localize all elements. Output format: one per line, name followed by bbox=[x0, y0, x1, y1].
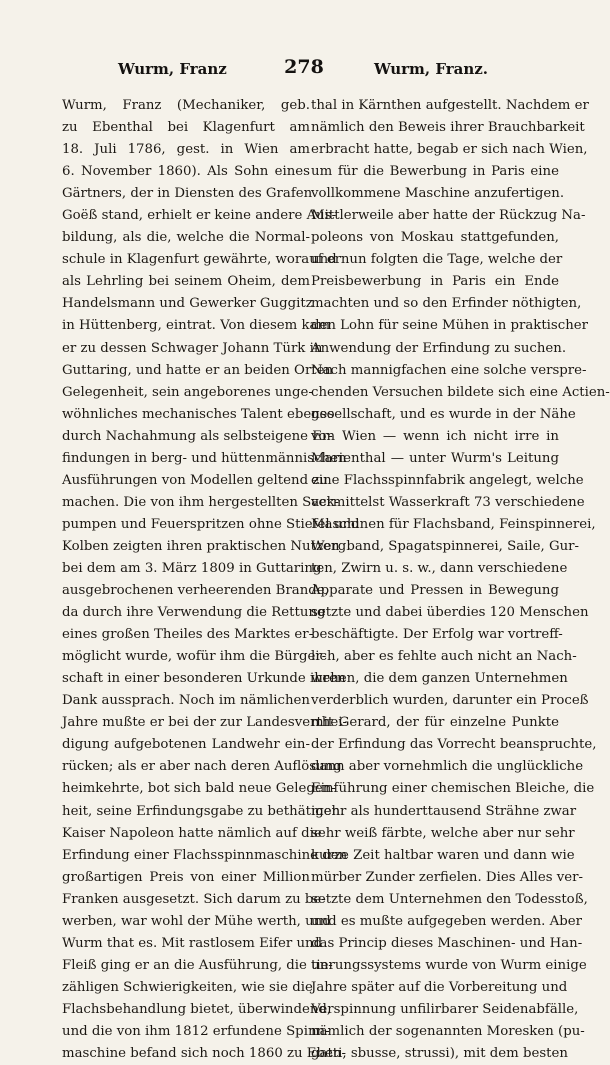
text-line: verderblich wurden, darunter ein Proceß bbox=[311, 693, 589, 709]
text-line: rücken; als er aber nach deren Auflösung bbox=[62, 759, 342, 775]
text-line: poleons von Moskau stattgefunden, bbox=[311, 230, 559, 246]
text-line: kurze Zeit haltbar waren und dann wie bbox=[311, 847, 575, 863]
text-line: von Wien — wenn ich nicht irre in bbox=[311, 428, 559, 444]
text-line: schule in Klagenfurt gewährte, worauf er bbox=[62, 252, 342, 268]
text-line: mit Gerard, der für einzelne Punkte bbox=[311, 715, 559, 731]
text-line: Preisbewerbung in Paris ein Ende bbox=[311, 274, 559, 290]
text-line: schaft in einer besonderen Urkunde ihren bbox=[62, 671, 346, 687]
text-line: ausgebrochenen verheerenden Brande, bbox=[62, 583, 329, 599]
text-line: in Hüttenberg, eintrat. Von diesem kam bbox=[62, 318, 331, 334]
text-line: Dank aussprach. Noch im nämlichen bbox=[62, 693, 310, 709]
text-line: digung aufgebotenen Landwehr ein- bbox=[62, 737, 310, 753]
text-line: chenden Versuchen bildete sich eine Actien- bbox=[311, 384, 610, 400]
column-gutter bbox=[306, 95, 307, 935]
text-line: zähligen Schwierigkeiten, wie sie die bbox=[62, 979, 313, 995]
text-line: Wergband, Spagatspinnerei, Saile, Gur- bbox=[311, 538, 580, 554]
text-line: nämlich den Beweis ihrer Brauchbarkeit bbox=[311, 120, 585, 136]
text-line: gesellschaft, und es wurde in der Nähe bbox=[311, 406, 576, 422]
text-line: Fleiß ging er an die Ausführung, die un- bbox=[62, 957, 333, 973]
text-line: beschäftigte. Der Erfolg war vortreff- bbox=[311, 627, 563, 643]
text-line: lich, aber es fehlte auch nicht an Nach- bbox=[311, 649, 577, 665]
text-line: heit, seine Erfindungsgabe zu bethätigen. bbox=[62, 803, 345, 819]
text-line: Jahre mußte er bei der zur Landesverthei- bbox=[62, 715, 347, 731]
text-line: Verspinnung unfilirbarer Seidenabfälle, bbox=[311, 1001, 579, 1017]
text-line: Flachsbehandlung bietet, überwindend, bbox=[62, 1001, 332, 1017]
text-line: das Princip dieses Maschinen- und Han- bbox=[311, 935, 583, 951]
text-line: pumpen und Feuerspritzen ohne Stiefel und bbox=[62, 516, 360, 532]
text-line: eines großen Theiles des Marktes er- bbox=[62, 627, 314, 643]
text-line: 18. Juli 1786, gest. in Wien am bbox=[62, 142, 310, 158]
text-line: bildung, als die, welche die Normal- bbox=[62, 230, 310, 246]
text-line: großartigen Preis von einer Million bbox=[62, 869, 310, 885]
text-line: erbracht hatte, begab er sich nach Wien, bbox=[311, 142, 588, 158]
text-line: gatti, sbusse, strussi), mit dem besten bbox=[311, 1046, 568, 1062]
text-line: als Lehrling bei seinem Oheim, dem bbox=[62, 274, 310, 290]
page-number: 278 bbox=[284, 56, 324, 78]
text-line: dann aber vornehmlich die unglückliche bbox=[311, 759, 584, 775]
text-line: und nun folgten die Tage, welche der bbox=[311, 252, 563, 268]
text-line: sehr weiß färbte, welche aber nur sehr bbox=[311, 825, 575, 841]
text-line: Franken ausgesetzt. Sich darum zu be- bbox=[62, 891, 326, 907]
text-line: Guttaring, und hatte er an beiden Orten bbox=[62, 362, 334, 378]
text-line: Goëß stand, erhielt er keine andere Aus- bbox=[62, 208, 337, 224]
text-line: 6. November 1860). Als Sohn eines bbox=[62, 164, 310, 180]
text-line: den Lohn für seine Mühen in praktischer bbox=[311, 318, 588, 334]
text-line: Gelegenheit, sein angeborenes unge- bbox=[62, 384, 313, 400]
text-line: setzte und dabei überdies 120 Menschen bbox=[311, 605, 589, 621]
text-line: und die von ihm 1812 erfundene Spinn- bbox=[62, 1023, 330, 1039]
text-line: Einführung einer chemischen Bleiche, die bbox=[311, 781, 595, 797]
text-line: Mittlerweile aber hatte der Rückzug Na- bbox=[311, 208, 586, 224]
text-line: Wurm, Franz (Mechaniker, geb. bbox=[62, 98, 310, 113]
text-line: machen. Die von ihm hergestellten Sack- bbox=[62, 494, 339, 510]
text-line: wöhnliches mechanisches Talent ebenso bbox=[62, 406, 335, 422]
text-line: da durch ihre Verwendung die Rettung bbox=[62, 605, 326, 621]
text-line: der Erfindung das Vorrecht beanspruchte, bbox=[311, 737, 597, 753]
text-line: maschine befand sich noch 1860 zu Eben- bbox=[62, 1046, 346, 1062]
text-line: Anwendung der Erfindung zu suchen. bbox=[311, 340, 567, 356]
text-line: Gärtners, der in Diensten des Grafen bbox=[62, 186, 313, 202]
text-line: Handelsmann und Gewerker Guggitz bbox=[62, 296, 313, 312]
text-line: thal in Kärnthen aufgestellt. Nachdem er bbox=[311, 98, 589, 113]
text-line: tierungssystems wurde von Wurm einige bbox=[311, 957, 587, 973]
running-head-right: Wurm, Franz. bbox=[373, 60, 488, 78]
text-line: vollkommene Maschine anzufertigen. bbox=[311, 186, 565, 202]
text-line: Nach mannigfachen eine solche verspre- bbox=[311, 362, 587, 378]
text-line: Ausführungen von Modellen geltend zu bbox=[62, 472, 328, 488]
text-line: zu Ebenthal bei Klagenfurt am bbox=[62, 120, 310, 136]
text-line: wehen, die dem ganzen Unternehmen bbox=[311, 671, 568, 687]
text-line: nämlich der sogenannten Moresken (pu- bbox=[311, 1023, 585, 1039]
text-line: Kolben zeigten ihren praktischen Nutzen bbox=[62, 538, 340, 554]
text-line: werben, war wohl der Mühe werth, und bbox=[62, 913, 331, 929]
text-line: durch Nachahmung als selbsteigene Er- bbox=[62, 428, 333, 444]
text-line: er zu dessen Schwager Johann Türk in bbox=[62, 340, 323, 356]
text-line: möglicht wurde, wofür ihm die Bürger- bbox=[62, 649, 327, 665]
text-line: mürber Zunder zerfielen. Dies Alles ver- bbox=[311, 869, 584, 885]
text-line: Jahre später auf die Vorbereitung und bbox=[311, 979, 568, 995]
text-line: Erfindung einer Flachsspinnmaschine den bbox=[62, 847, 348, 863]
text-line: mehr als hunderttausend Strähne zwar bbox=[311, 803, 577, 819]
text-line: vermittelst Wasserkraft 73 verschiedene bbox=[311, 494, 585, 510]
text-line: und es mußte aufgegeben werden. Aber bbox=[311, 913, 582, 929]
text-line: Wurm that es. Mit rastlosem Eifer und bbox=[62, 935, 323, 951]
text-line: Kaiser Napoleon hatte nämlich auf die bbox=[62, 825, 322, 841]
text-line: bei dem am 3. März 1809 in Guttaring bbox=[62, 560, 322, 576]
text-line: ten, Zwirn u. s. w., dann verschiedene bbox=[311, 560, 568, 576]
text-line: setzte dem Unternehmen den Todesstoß, bbox=[311, 891, 588, 907]
running-head-left: Wurm, Franz bbox=[118, 60, 227, 78]
text-line: eine Flachsspinnfabrik angelegt, welche bbox=[311, 472, 584, 488]
text-line: heimkehrte, bot sich bald neue Gelegen- bbox=[62, 781, 336, 797]
text-line: Marienthal — unter Wurm's Leitung bbox=[311, 450, 559, 466]
text-line: Apparate und Pressen in Bewegung bbox=[311, 583, 559, 599]
text-line: um für die Bewerbung in Paris eine bbox=[311, 164, 559, 180]
text-line: Maschinen für Flachsband, Feinspinnerei, bbox=[311, 516, 596, 532]
left-text-column bbox=[62, 95, 360, 1065]
text-line: findungen in berg- und hüttenmännischen bbox=[62, 450, 347, 466]
right-text-column bbox=[311, 95, 610, 1065]
text-line: machten und so den Erfinder nöthigten, bbox=[311, 296, 582, 312]
